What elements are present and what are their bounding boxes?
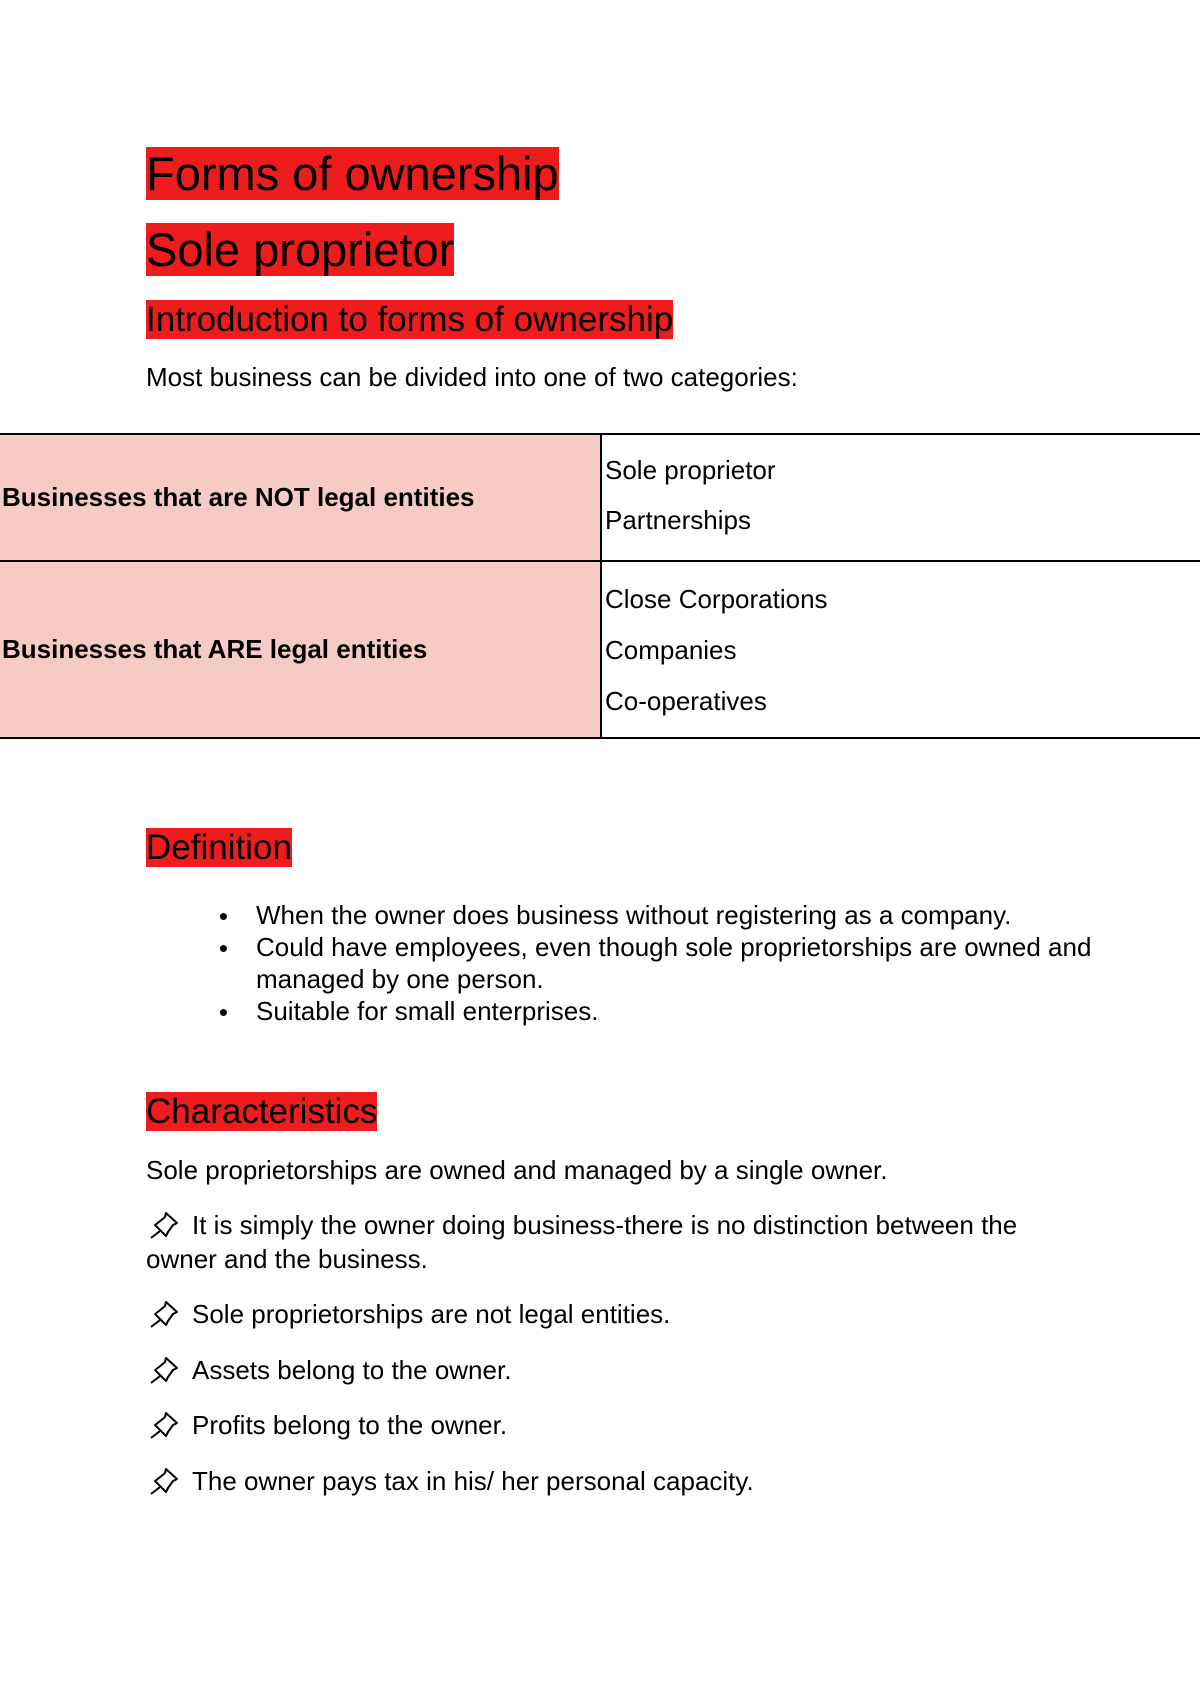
characteristic-item: Assets belong to the owner. <box>146 1353 1066 1387</box>
row-label: Businesses that are NOT legal entities <box>0 434 601 561</box>
characteristic-item: Sole proprietorships are not legal entities. <box>146 1297 1066 1331</box>
pushpin-icon <box>146 1410 182 1440</box>
pushpin-icon <box>146 1355 182 1385</box>
characteristics-heading: Characteristics <box>146 1092 378 1131</box>
bullet-icon <box>220 1009 227 1016</box>
bullet-icon <box>220 945 227 952</box>
list-item: Sole proprietor <box>605 454 776 485</box>
row-label: Businesses that ARE legal entities <box>0 561 601 738</box>
definition-heading: Definition <box>146 828 292 867</box>
pushpin-icon <box>146 1466 182 1496</box>
definition-list <box>146 899 1176 1027</box>
characteristics-intro: Sole proprietorships are owned and managed by a single owner. <box>146 1155 888 1185</box>
list-item: Companies <box>605 634 737 665</box>
intro-paragraph: Most business can be divided into one of two categories: <box>146 362 798 392</box>
characteristic-item: The owner pays tax in his/ her personal capacity. <box>146 1464 1066 1498</box>
characteristic-item: It is simply the owner doing business-there is no distinction between the owner and the business. <box>146 1210 1018 1274</box>
row-items <box>601 561 1200 738</box>
list-item: Could have employees, even though sole proprietorships are owned and managed by one person. <box>256 931 1176 995</box>
bullet-icon <box>220 913 227 920</box>
list-item: Close Corporations <box>605 583 828 614</box>
intro-heading: Introduction to forms of ownership <box>146 300 674 339</box>
pushpin-icon <box>146 1299 182 1329</box>
pushpin-icon <box>146 1210 182 1240</box>
characteristic-item: Profits belong to the owner. <box>146 1408 1066 1442</box>
table-row <box>0 434 1200 561</box>
categories-table <box>0 433 1200 739</box>
document-title: Forms of ownership <box>146 147 559 200</box>
list-item: When the owner does business without registering as a company. <box>256 899 1176 931</box>
list-item: Co-operatives <box>605 685 767 716</box>
row-items <box>601 434 1200 561</box>
document-subtitle: Sole proprietor <box>146 223 455 276</box>
list-item: Suitable for small enterprises. <box>256 995 1176 1027</box>
list-item: Partnerships <box>605 504 751 535</box>
table-row <box>0 561 1200 738</box>
